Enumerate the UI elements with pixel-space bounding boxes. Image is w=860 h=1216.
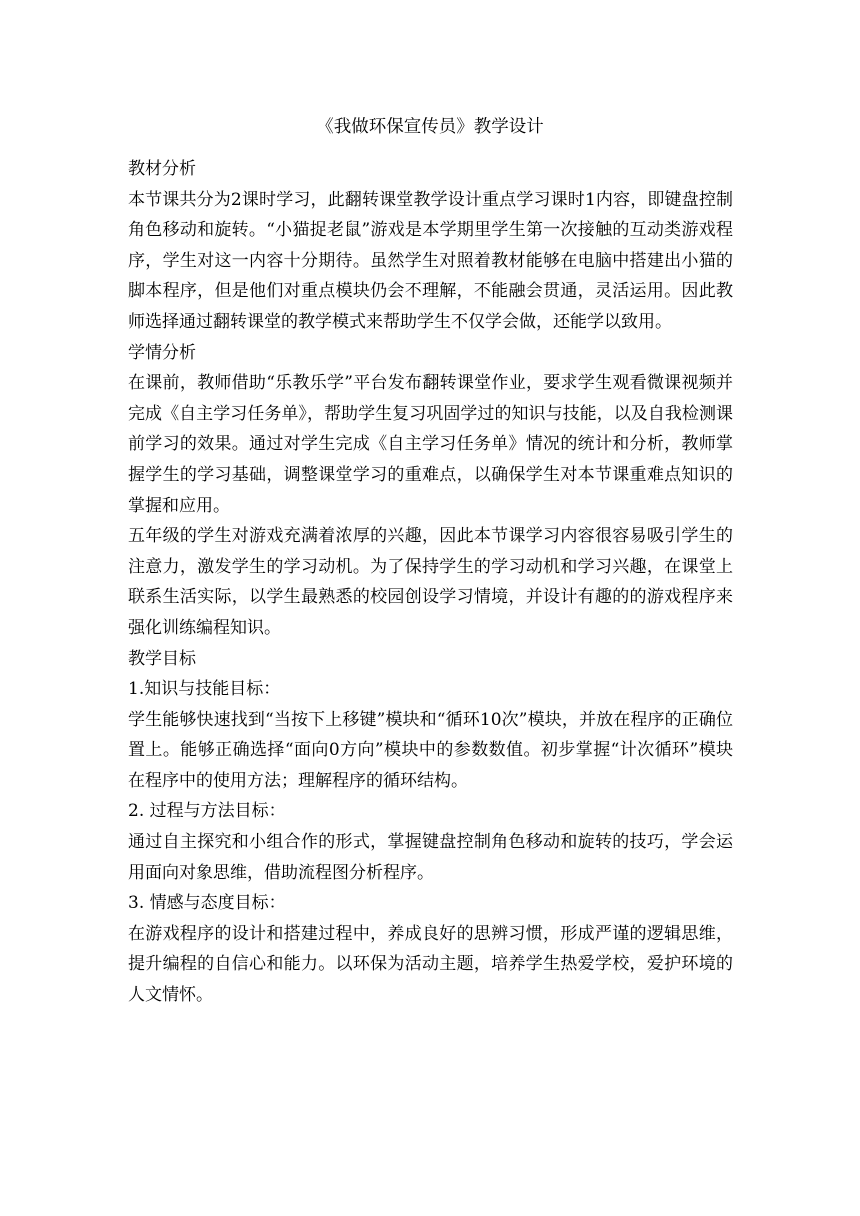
goal-emotion-attitude-paragraph: 在游戏程序的设计和搭建过程中，养成良好的思辨习惯，形成严谨的逻辑思维，提升编程的自信心和能力。以环保为活动主题，培养学生热爱学校，爱护环境的人文情怀。 bbox=[128, 923, 733, 1006]
goal-emotion-attitude-heading: 3. 情感与态度目标： bbox=[128, 893, 286, 914]
goal-knowledge-skills-paragraph: 学生能够快速找到“当按下上移键”模块和“循环10次”模块，并放在程序的正确位置上。能够正确选择“面向0方向”模块中的参数数值。初步掌握“计次循环”模块在程序中的使用方法；理解程序的循环结构。 bbox=[128, 709, 733, 791]
learner-analysis-paragraph-2: 五年级的学生对游戏充满着浓厚的兴趣，因此本节课学习内容很容易吸引学生的注意力，激发学生的学习动机。为了保持学生的学习动机和学习兴趣，在课堂上联系生活实际，以学生最熟悉的校园创设学习情境，并设计有趣的的游戏程序来强化训练编程知识。 bbox=[128, 526, 733, 638]
goal-process-method-paragraph: 通过自主探究和小组合作的形式，掌握键盘控制角色移动和旋转的技巧，学会运用面向对象思维，借助流程图分析程序。 bbox=[128, 832, 733, 883]
section-heading-learner-analysis: 学情分析 bbox=[128, 342, 196, 363]
section-heading-textbook-analysis: 教材分析 bbox=[128, 159, 196, 179]
learner-analysis-paragraph-1: 在课前，教师借助“乐教乐学”平台发布翻转课堂作业，要求学生观看微课视频并完成《自主学习任务单》，帮助学生复习巩固学过的知识与技能，以及自我检测课前学习的效果。通过对学生完成《自主学习任务单》情况的统计和分析，教师掌握学生的学习基础，调整课堂学习的重难点，以确保学生对本节课重难点知识的掌握和应用。 bbox=[128, 373, 733, 516]
document-body bbox=[128, 154, 733, 1011]
document-title: 《我做环保宣传员》教学设计 bbox=[316, 117, 544, 137]
goal-knowledge-skills-heading: 1.知识与技能目标： bbox=[128, 679, 281, 700]
section-heading-teaching-goals: 教学目标 bbox=[128, 648, 196, 669]
goal-process-method-heading: 2. 过程与方法目标： bbox=[128, 801, 286, 822]
textbook-analysis-paragraph: 本节课共分为2课时学习，此翻转课堂教学设计重点学习课时1内容，即键盘控制角色移动和旋转。“小猫捉老鼠”游戏是本学期里学生第一次接触的互动类游戏程序，学生对这一内容十分期待。虽然学生对照着教材能够在电脑中搭建出小猫的脚本程序，但是他们对重点模块仍会不理解，不能融会贯通，灵活运用。因此教师选择通过翻转课堂的教学模式来帮助学生不仅学会做，还能学以致用。 bbox=[128, 189, 733, 332]
